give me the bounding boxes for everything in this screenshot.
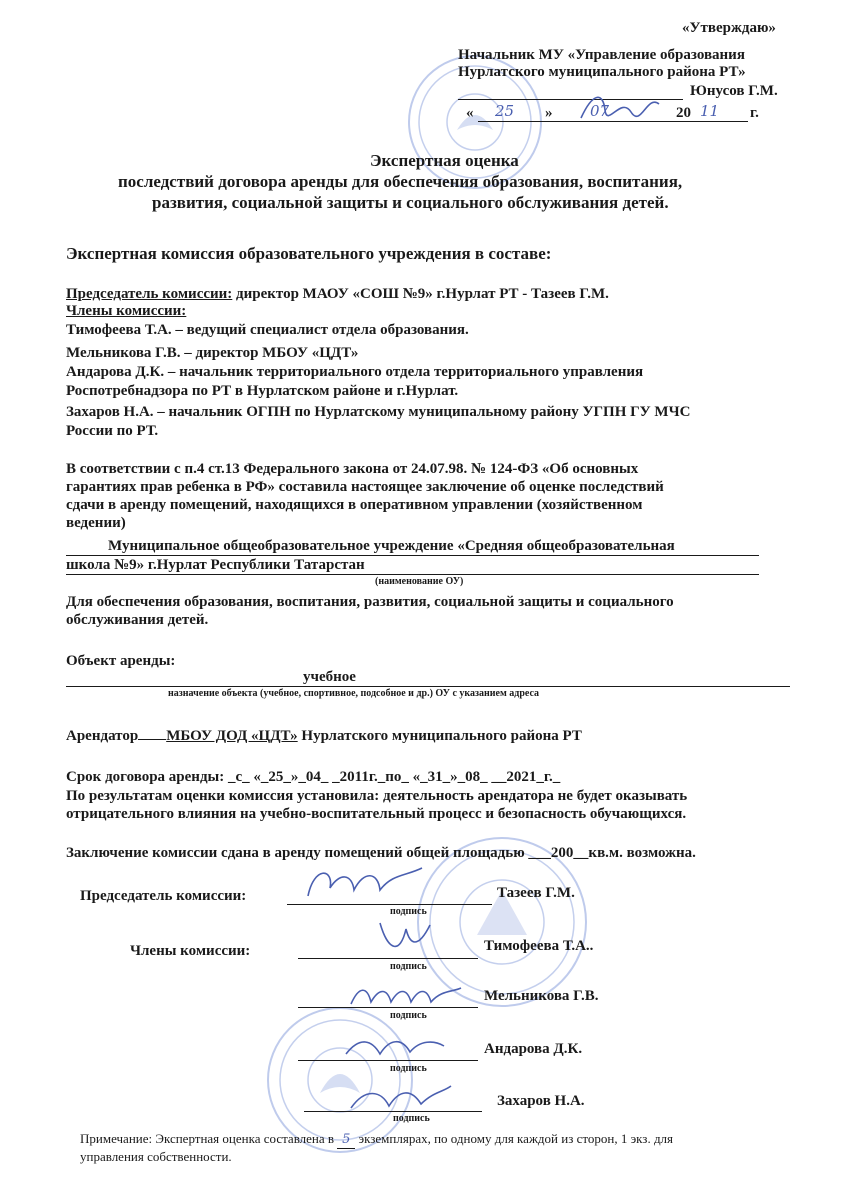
tenant-label: Арендатор [66, 728, 139, 744]
commission-chair-value: директор МАОУ «СОШ №9» г.Нурлат РТ - Тазеев Г.М. [232, 286, 609, 302]
commission-intro: Экспертная комиссия образовательного учреждения в составе: [66, 244, 552, 263]
institution-line1: Муниципальное общеобразовательное учреждение «Средняя общеобразовательная [108, 538, 675, 554]
tenant-row [66, 728, 582, 745]
approval-date-suffix: г. [750, 105, 759, 121]
signatures-chair-label: Председатель комиссии: [80, 888, 247, 904]
signature-name: Мельникова Г.В. [484, 988, 599, 1004]
approval-signature [575, 86, 665, 126]
note-line1 [80, 1131, 673, 1149]
law-line: сдачи в аренду помещений, находящихся в оперативном управлении (хозяйственном [66, 497, 643, 513]
approval-date-year-prefix: 20 [676, 105, 691, 121]
handwritten-signature [370, 915, 440, 960]
commission-members-label: Члены комиссии: [66, 303, 187, 319]
signature-caption: подпись [390, 961, 427, 972]
signature-caption: подпись [390, 1063, 427, 1074]
commission-member: Андарова Д.К. – начальник территориального отдела территориального управления [66, 364, 644, 380]
approval-title: «Утверждаю» [682, 20, 776, 36]
object-value: учебное [303, 669, 356, 685]
conclusion-after: кв.м. возможна. [588, 845, 696, 861]
document-subtitle-line1: последствий договора аренды для обеспечения образования, воспитания, [118, 172, 683, 191]
note-copies: 5 [337, 1132, 355, 1149]
signature-caption: подпись [390, 1010, 427, 1021]
conclusion-before: Заключение комиссии сдана в аренду помещений общей площадью [66, 845, 529, 861]
signature-name: Андарова Д.К. [484, 1041, 583, 1057]
document-title: Экспертная оценка [370, 151, 519, 170]
commission-member: Мельникова Г.В. – директор МБОУ «ЦДТ» [66, 345, 359, 361]
handwritten-signature [345, 1078, 455, 1118]
signature-name: Тазеев Г.М. [497, 885, 575, 901]
commission-chair-label: Председатель комиссии: [66, 286, 233, 302]
object-caption: назначение объекта (учебное, спортивное, подсобное и др.) ОУ с указанием адреса [168, 688, 540, 699]
signatures-members-label: Члены комиссии: [130, 943, 251, 959]
note-line1-before: Примечание: Экспертная оценка составлена в [80, 1131, 338, 1146]
approval-position-line1: Начальник МУ «Управление образования [458, 47, 745, 63]
note-line2: управления собственности. [80, 1149, 232, 1164]
approval-date-month: 07 [590, 102, 610, 120]
institution-underline2 [66, 574, 759, 575]
result-line2: отрицательного влияния на учебно-воспитательный процесс и безопасность обучающихся. [66, 806, 687, 822]
document-subtitle-line2: развития, социальной защиты и социального обслуживания детей. [152, 193, 669, 212]
commission-member: Тимофеева Т.А. – ведущий специалист отдела образования. [66, 322, 469, 338]
approval-name: Юнусов Г.М. [690, 83, 778, 99]
commission-member: России по РТ. [66, 423, 159, 439]
result-line1: По результатам оценки комиссия установила: деятельность арендатора не будет оказывать [66, 788, 688, 804]
commission-member: Роспотребнадзора по РТ в Нурлатском районе и г.Нурлат. [66, 383, 459, 399]
purpose-line2: обслуживания детей. [66, 612, 209, 628]
law-line: ведении) [66, 515, 126, 531]
approval-position-line2: Нурлатского муниципального района РТ» [458, 64, 746, 80]
commission-member: Захаров Н.А. – начальник ОГПН по Нурлатскому муниципальному району УГПН ГУ МЧС [66, 404, 691, 420]
signature-name: Захаров Н.А. [497, 1093, 585, 1109]
tenant-rest: Нурлатского муниципального района РТ [297, 728, 582, 744]
signature-name: Тимофеева Т.А.. [484, 938, 594, 954]
object-label: Объект аренды: [66, 653, 176, 669]
commission-chair-row [66, 286, 609, 303]
lease-term: Срок договора аренды: _с_ «_25_»_04_ _2011г._по_ «_31_»_08_ __2021_г._ [66, 769, 561, 785]
handwritten-signature [340, 1030, 450, 1065]
signature-caption: подпись [393, 1113, 430, 1124]
institution-underline1 [66, 555, 759, 556]
institution-line2: школа №9» г.Нурлат Республики Татарстан [66, 557, 365, 573]
approval-date-day: 25 [495, 102, 515, 120]
approval-date-mid: » [545, 105, 553, 121]
conclusion-area: ___200__ [528, 845, 589, 861]
approval-date-open: « [466, 105, 474, 121]
law-line: гарантиях прав ребенка в РФ» составила настоящее заключение об оценке последствий [66, 479, 664, 495]
purpose-line1: Для обеспечения образования, воспитания, развития, социальной защиты и социального [66, 594, 674, 610]
object-underline [66, 686, 790, 687]
handwritten-signature [345, 978, 465, 1013]
signature-caption: подпись [390, 906, 427, 917]
tenant-value: МБОУ ДОД «ЦДТ» [166, 728, 298, 744]
handwritten-signature [300, 860, 430, 905]
law-line: В соответствии с п.4 ст.13 Федерального закона от 24.07.98. № 124-ФЗ «Об основных [66, 461, 639, 477]
approval-date-year: 11 [700, 102, 720, 120]
note-line1-after: экземплярах, по одному для каждой из сторон, 1 экз. для [355, 1131, 674, 1146]
institution-caption: (наименование ОУ) [375, 576, 464, 587]
